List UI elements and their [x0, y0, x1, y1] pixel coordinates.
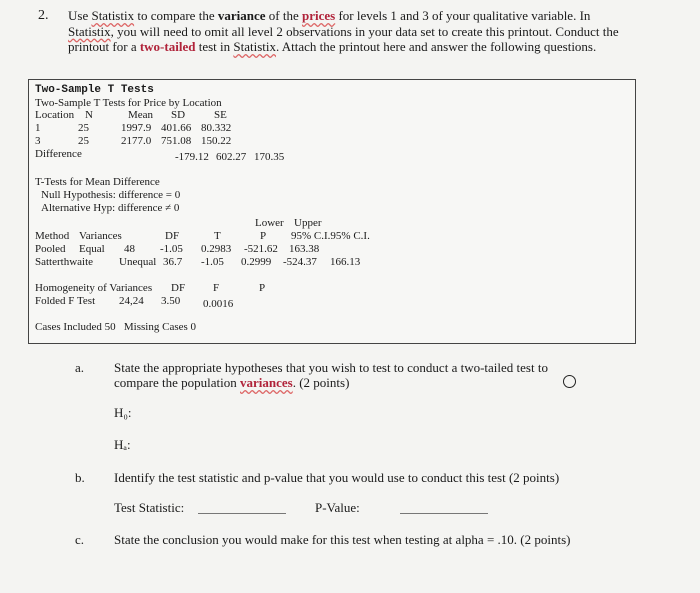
difference-mean: -179.12 — [175, 151, 209, 163]
method-row: Satterthwaite — [35, 256, 94, 268]
ha-label: Hₐ: — [114, 437, 131, 452]
difference-se: 170.35 — [254, 151, 285, 163]
question-number: 2. — [38, 8, 49, 23]
h0-label: H₀: — [114, 405, 132, 420]
method-upper: 163.38 — [289, 243, 320, 255]
row-mean: 1997.9 — [121, 122, 152, 134]
ttests-title: T-Tests for Mean Difference — [35, 176, 160, 188]
circle-icon — [563, 375, 576, 388]
ci-lower-header: Lower — [255, 217, 284, 229]
col-location-header: Location — [35, 109, 75, 121]
method-upper: 166.13 — [330, 256, 361, 268]
ci-upper-header: Upper — [294, 217, 322, 229]
df-header: DF — [165, 230, 180, 242]
method-variances: Equal — [79, 243, 105, 255]
difference-label: Difference — [35, 148, 82, 160]
printout-title: Two-Sample T Tests — [35, 84, 154, 96]
folded-f-value: 3.50 — [161, 295, 181, 307]
row-mean: 2177.0 — [121, 135, 152, 147]
item-c-text: State the conclusion you would make for this test when testing at alpha = .10. (2 points) — [114, 532, 571, 547]
statistix-printout — [28, 79, 636, 344]
row-location: 1 — [35, 122, 41, 134]
method-df: 36.7 — [163, 256, 183, 268]
folded-f-p: 0.0016 — [203, 298, 234, 310]
folded-f-test: Folded F Test — [35, 295, 96, 307]
homogeneity-p-header: P — [259, 282, 266, 294]
variance-term: variance — [217, 8, 266, 23]
printout-subtitle: Two-Sample T Tests for Price by Location — [35, 97, 222, 109]
variances-header: Variances — [79, 230, 122, 242]
row-location: 3 — [35, 135, 41, 147]
row-n: 25 — [78, 135, 89, 147]
col-sd-header: SD — [171, 109, 186, 121]
row-se: 80.332 — [201, 122, 232, 134]
p-value-label: P-Value: — [315, 500, 360, 515]
item-b-letter: b. — [75, 470, 85, 485]
homogeneity-label: Homogeneity of Variances — [35, 282, 153, 294]
row-sd: 751.08 — [161, 135, 192, 147]
difference-sd: 602.27 — [216, 151, 247, 163]
col-n-header: N — [85, 109, 93, 121]
method-p: 0.2999 — [241, 256, 272, 268]
homogeneity-f-header: F — [213, 282, 220, 294]
item-b-text: Identify the test statistic and p-value that you would use to conduct this test (2 points) — [114, 470, 560, 485]
col-mean-header: Mean — [128, 109, 154, 121]
t-header: T — [214, 230, 221, 242]
item-a-letter: a. — [75, 360, 85, 375]
method-variances: Unequal — [119, 256, 157, 268]
col-se-header: SE — [214, 109, 227, 121]
method-header: Method — [35, 230, 70, 242]
p-header: P — [260, 230, 267, 242]
method-df: 48 — [124, 243, 135, 255]
item-c-letter: c. — [75, 532, 85, 547]
method-row: Pooled — [35, 243, 66, 255]
item-a-line2: compare the population variances. (2 points) — [114, 375, 350, 390]
two-tailed-term: two-tailed — [139, 39, 196, 54]
row-se: 150.22 — [201, 135, 232, 147]
variances-term: variances — [240, 375, 293, 390]
homogeneity-df-header: DF — [171, 282, 186, 294]
method-t: -1.05 — [160, 243, 183, 255]
row-n: 25 — [78, 122, 89, 134]
item-a-line1: State the appropriate hypotheses that you wish to test to conduct a two-tailed test to — [114, 360, 548, 375]
statistix-term: Statistix — [91, 8, 135, 23]
test-statistic-label: Test Statistic: — [114, 500, 185, 515]
method-lower: -524.37 — [283, 256, 317, 268]
method-p: 0.2983 — [201, 243, 232, 255]
prices-term: prices — [301, 8, 336, 23]
folded-f-df: 24,24 — [119, 295, 144, 307]
ci-header: 95% C.I.95% C.I. — [291, 230, 370, 242]
row-sd: 401.66 — [161, 122, 192, 134]
question-text: Use Statistix to compare the variance of the prices for levels 1 and 3 of your qualitative variable. In Statistix, you will need to omit all level 2 observations in your data set to create this printout. Conduct the printout for a two-tailed test in Statistix. Attach the printout here and answer the following questions. — [68, 8, 619, 54]
method-lower: -521.62 — [244, 243, 278, 255]
test-statistic-blank[interactable] — [198, 513, 286, 514]
alternative-hypothesis: Alternative Hyp: difference ≠ 0 — [41, 202, 180, 214]
method-t: -1.05 — [201, 256, 224, 268]
null-hypothesis: Null Hypothesis: difference = 0 — [41, 189, 181, 201]
p-value-blank[interactable] — [400, 513, 488, 514]
cases-summary: Cases Included 50 Missing Cases 0 — [35, 321, 197, 333]
